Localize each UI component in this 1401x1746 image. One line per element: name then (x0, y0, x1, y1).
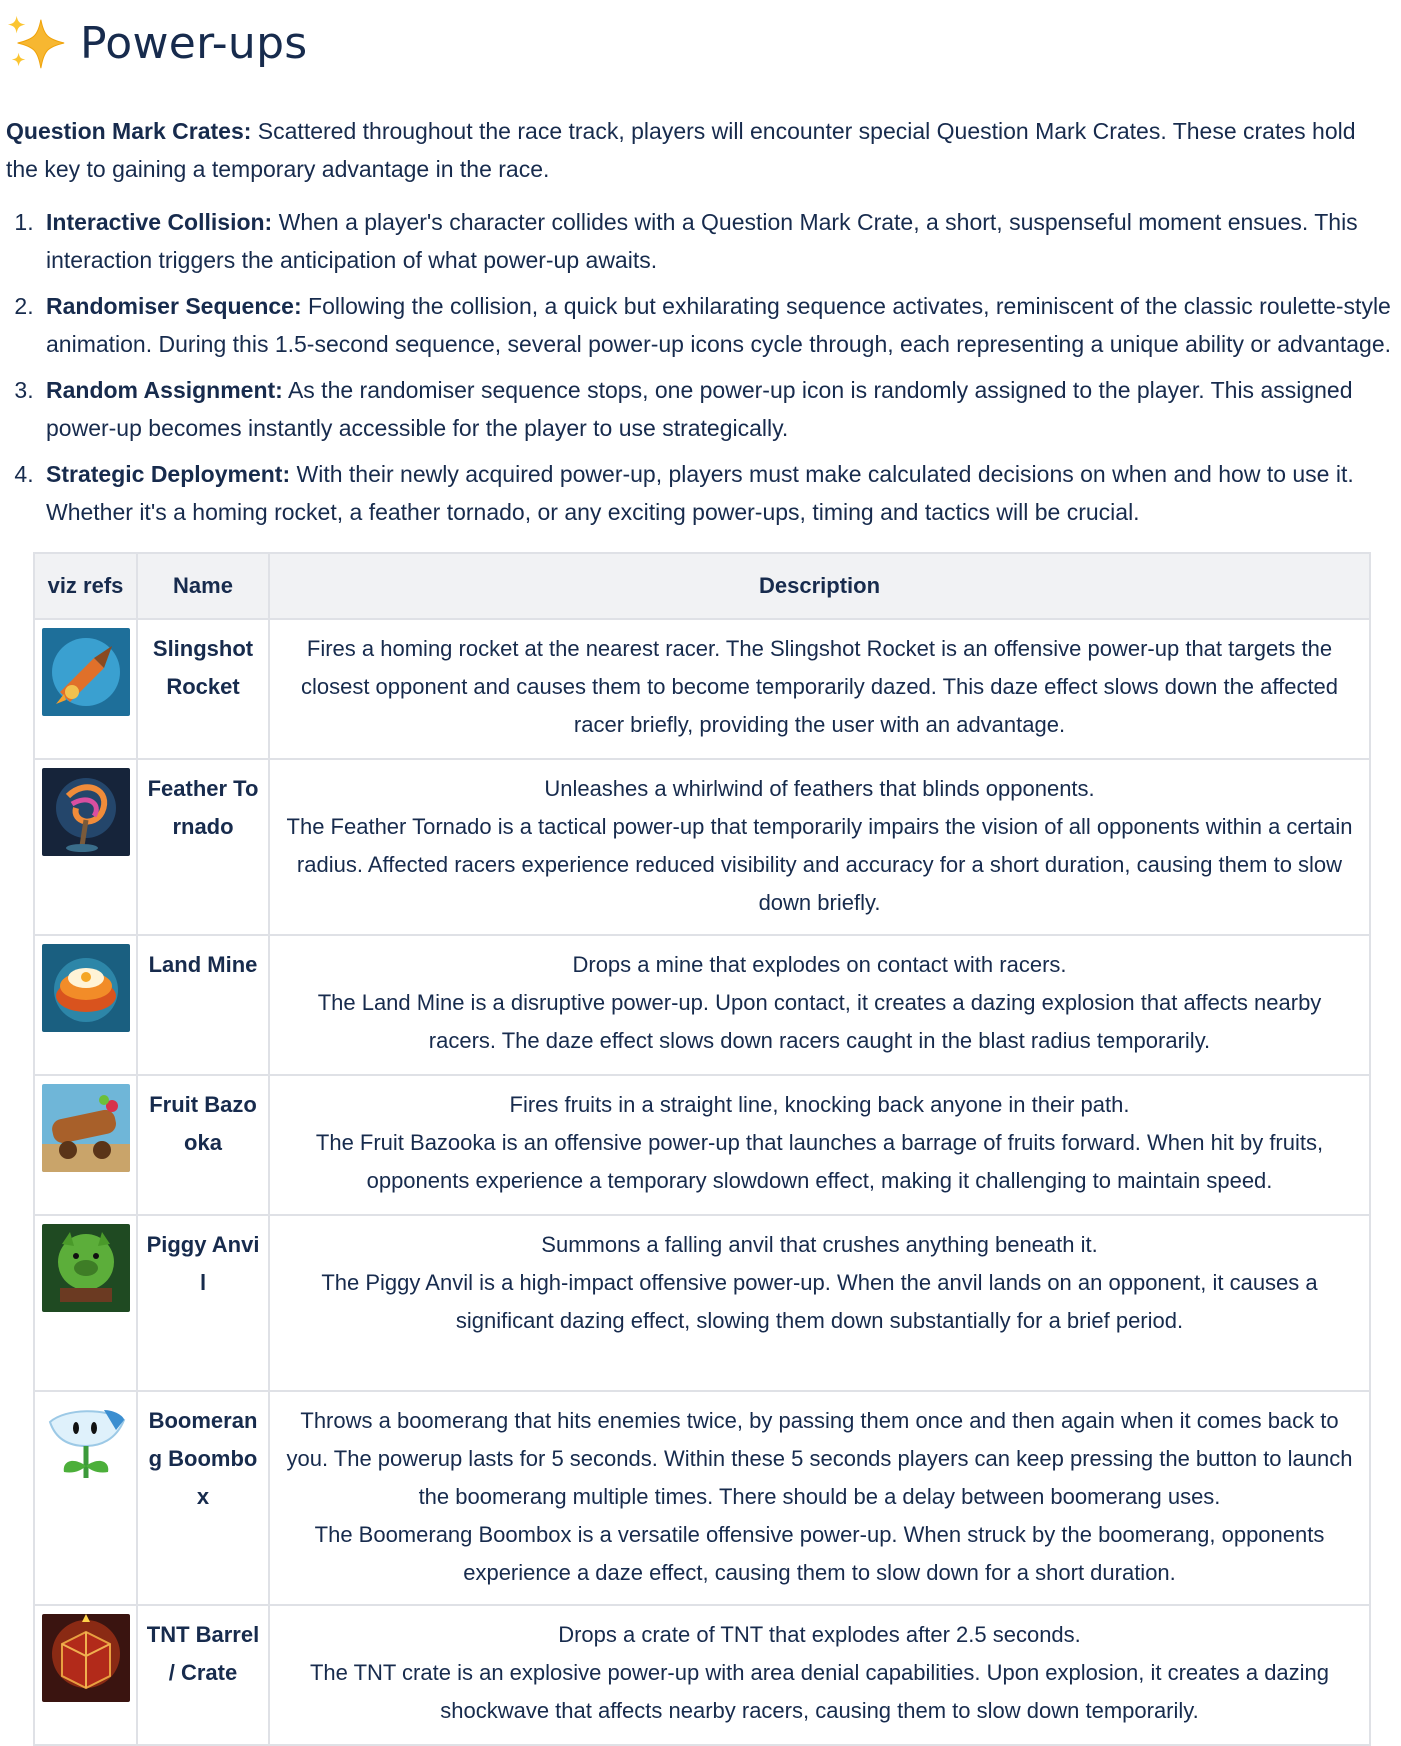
table-row (34, 1215, 1370, 1391)
step-text: As the randomiser sequence stops, one power-up icon is randomly assigned to the player. This assigned power-up becomes instantly accessible for the player to use strategically. (46, 377, 1353, 441)
boomerang-boombox-icon (42, 1400, 130, 1488)
intro-text: Scattered throughout the race track, players will encounter special Question Mark Crates. These crates hold the key to gaining a temporary advantage in the race. (6, 118, 1356, 182)
viz-cell (34, 1215, 137, 1391)
viz-cell (34, 1391, 137, 1605)
steps-list (6, 203, 1400, 531)
viz-cell (34, 619, 137, 759)
name-cell: Land Mine (137, 935, 269, 1075)
feather-tornado-icon (42, 768, 130, 856)
description-cell: Fires a homing rocket at the nearest racer. The Slingshot Rocket is an offensive power-up that targets the closest opponent and causes them to become temporarily dazed. This daze effect slows down the affected racer briefly, providing the user with an advantage. (269, 619, 1370, 759)
table-row (34, 759, 1370, 935)
table-row (34, 935, 1370, 1075)
description-cell: Drops a crate of TNT that explodes after 2.5 seconds. The TNT crate is an explosive power-up with area denial capabilities. Upon explosion, it creates a dazing shockwave that affects nearby racers, causing them to slow down temporarily. (269, 1605, 1370, 1745)
name-cell: Feather Tornado (137, 759, 269, 935)
table-row (34, 619, 1370, 759)
description-cell: Unleashes a whirlwind of feathers that blinds opponents. The Feather Tornado is a tactical power-up that temporarily impairs the vision of all opponents within a certain radius. Affected racers experience reduced visibility and accuracy for a short duration, causing them to slow down briefly. (269, 759, 1370, 935)
description-cell: Throws a boomerang that hits enemies twice, by passing them once and then again when it comes back to you. The powerup lasts for 5 seconds. Within these 5 seconds players can keep pressing the button to launch the boomerang multiple times. There should be a delay between boomerang uses. The Boomerang Boombox is a versatile offensive power-up. When struck by the boomerang, opponents experience a daze effect, causing them to slow down for a short duration. (269, 1391, 1370, 1605)
tnt-crate-icon (42, 1614, 130, 1702)
list-item (40, 455, 1400, 531)
step-label: Random Assignment: (46, 377, 283, 403)
name-cell: Piggy Anvil (137, 1215, 269, 1391)
title-row (6, 0, 1395, 86)
table-row (34, 1391, 1370, 1605)
viz-cell (34, 935, 137, 1075)
viz-cell (34, 1075, 137, 1215)
description-cell: Summons a falling anvil that crushes anything beneath it. The Piggy Anvil is a high-impact offensive power-up. When the anvil lands on an opponent, it causes a significant dazing effect, slowing them down substantially for a brief period. (269, 1215, 1370, 1391)
intro-label: Question Mark Crates: (6, 118, 252, 144)
header-name: Name (137, 553, 269, 619)
list-item (40, 287, 1400, 363)
header-viz-refs: viz refs (34, 553, 137, 619)
rocket-icon (42, 628, 130, 716)
sparkles-icon (6, 12, 68, 74)
piggy-anvil-icon (42, 1224, 130, 1312)
description-cell: Fires fruits in a straight line, knocking back anyone in their path. The Fruit Bazooka is an offensive power-up that launches a barrage of fruits forward. When hit by fruits, opponents experience a temporary slowdown effect, making it challenging to maintain speed. (269, 1075, 1370, 1215)
table-row (34, 1075, 1370, 1215)
page-title: Power-ups (80, 17, 308, 69)
step-label: Interactive Collision: (46, 209, 273, 235)
description-cell: Drops a mine that explodes on contact with racers. The Land Mine is a disruptive power-up. Upon contact, it creates a dazing explosion that affects nearby racers. The daze effect slows down racers caught in the blast radius temporarily. (269, 935, 1370, 1075)
viz-cell (34, 1605, 137, 1745)
intro-paragraph (6, 112, 1386, 188)
name-cell: Slingshot Rocket (137, 619, 269, 759)
fruit-bazooka-icon (42, 1084, 130, 1172)
name-cell: TNT Barrel / Crate (137, 1605, 269, 1745)
step-text: Following the collision, a quick but exhilarating sequence activates, reminiscent of the classic roulette-style animation. During this 1.5-second sequence, several power-up icons cycle through, each representing a unique ability or advantage. (46, 293, 1392, 357)
land-mine-icon (42, 944, 130, 1032)
table-row (34, 1605, 1370, 1745)
list-item (40, 203, 1400, 279)
viz-cell (34, 759, 137, 935)
name-cell: Boomerang Boombox (137, 1391, 269, 1605)
step-label: Randomiser Sequence: (46, 293, 302, 319)
step-label: Strategic Deployment: (46, 461, 291, 487)
header-description: Description (269, 553, 1370, 619)
powerups-table (33, 552, 1371, 1746)
name-cell: Fruit Bazooka (137, 1075, 269, 1215)
step-text: When a player's character collides with a Question Mark Crate, a short, suspenseful moment ensues. This interaction triggers the anticipation of what power-up awaits. (46, 209, 1358, 273)
table-header-row (34, 553, 1370, 619)
step-text: With their newly acquired power-up, players must make calculated decisions on when and how to use it. Whether it's a homing rocket, a feather tornado, or any exciting power-ups, timing and tactics will be crucial. (46, 461, 1354, 525)
list-item (40, 371, 1400, 447)
